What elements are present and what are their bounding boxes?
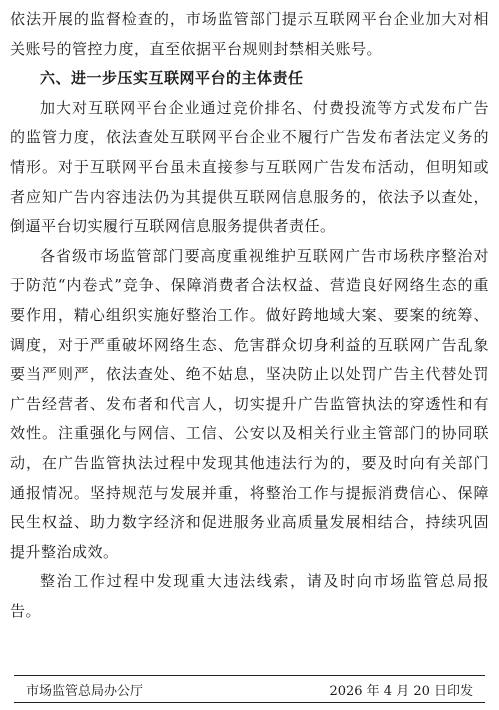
section-heading-six: 六、进一步压实互联网平台的主体责任 [40,69,304,88]
paragraph-continuation: 依法开展的监督检查的，市场监管部门提示互联网平台企业加大对相关账号的管控力度，直至依据平台规则封禁相关账号。 [10,10,489,58]
issuance-footer [14,675,485,703]
paragraph-platform-responsibility: 加大对互联网平台企业通过竞价排名、付费投流等方式发布广告的监管力度，依法查处互联网平台企业不履行广告发布者法定义务的情形。对于互联网平台虽未直接参与互联网广告发布活动，但明知或者应知广告内容违法仍为其提供互联网信息服务的，依法予以查处，倒逼平台切实履行互联网信息服务提供者责任。 [10,98,489,236]
footer-date: 2026 年 4 月 20 日印发 [329,683,473,699]
paragraph-provincial-duties: 各省级市场监管部门要高度重视维护互联网广告市场秩序整治对于防范“内卷式”竞争、保障消费者合法权益、营造良好网络生态的重要作用，精心组织实施好整治工作。做好跨地域大案、要案的统筹、调度，对于严重破坏网络生态、危害群众切身利益的互联网广告乱象要当严则严，依法查处、绝不姑息，坚决防止以处罚广告主代替处罚广告经营者、发布者和代言人，切实提升广告监管执法的穿透性和有效性。注重强化与网信、工信、公安以及相关行业主管部门的协同联动，在广告监管执法过程中发现其他违法行为的，要及时向有关部门通报情况。坚持规范与发展并重，将整治工作与提振消费信心、保障民生权益、助力数字经济和促进服务业高质量发展相结合，持续巩固提升整治成效。 [10,246,489,561]
footer-issuer: 市场监管总局办公厅 [26,683,144,699]
paragraph-report: 整治工作过程中发现重大违法线索，请及时向市场监管总局报告。 [10,572,489,620]
